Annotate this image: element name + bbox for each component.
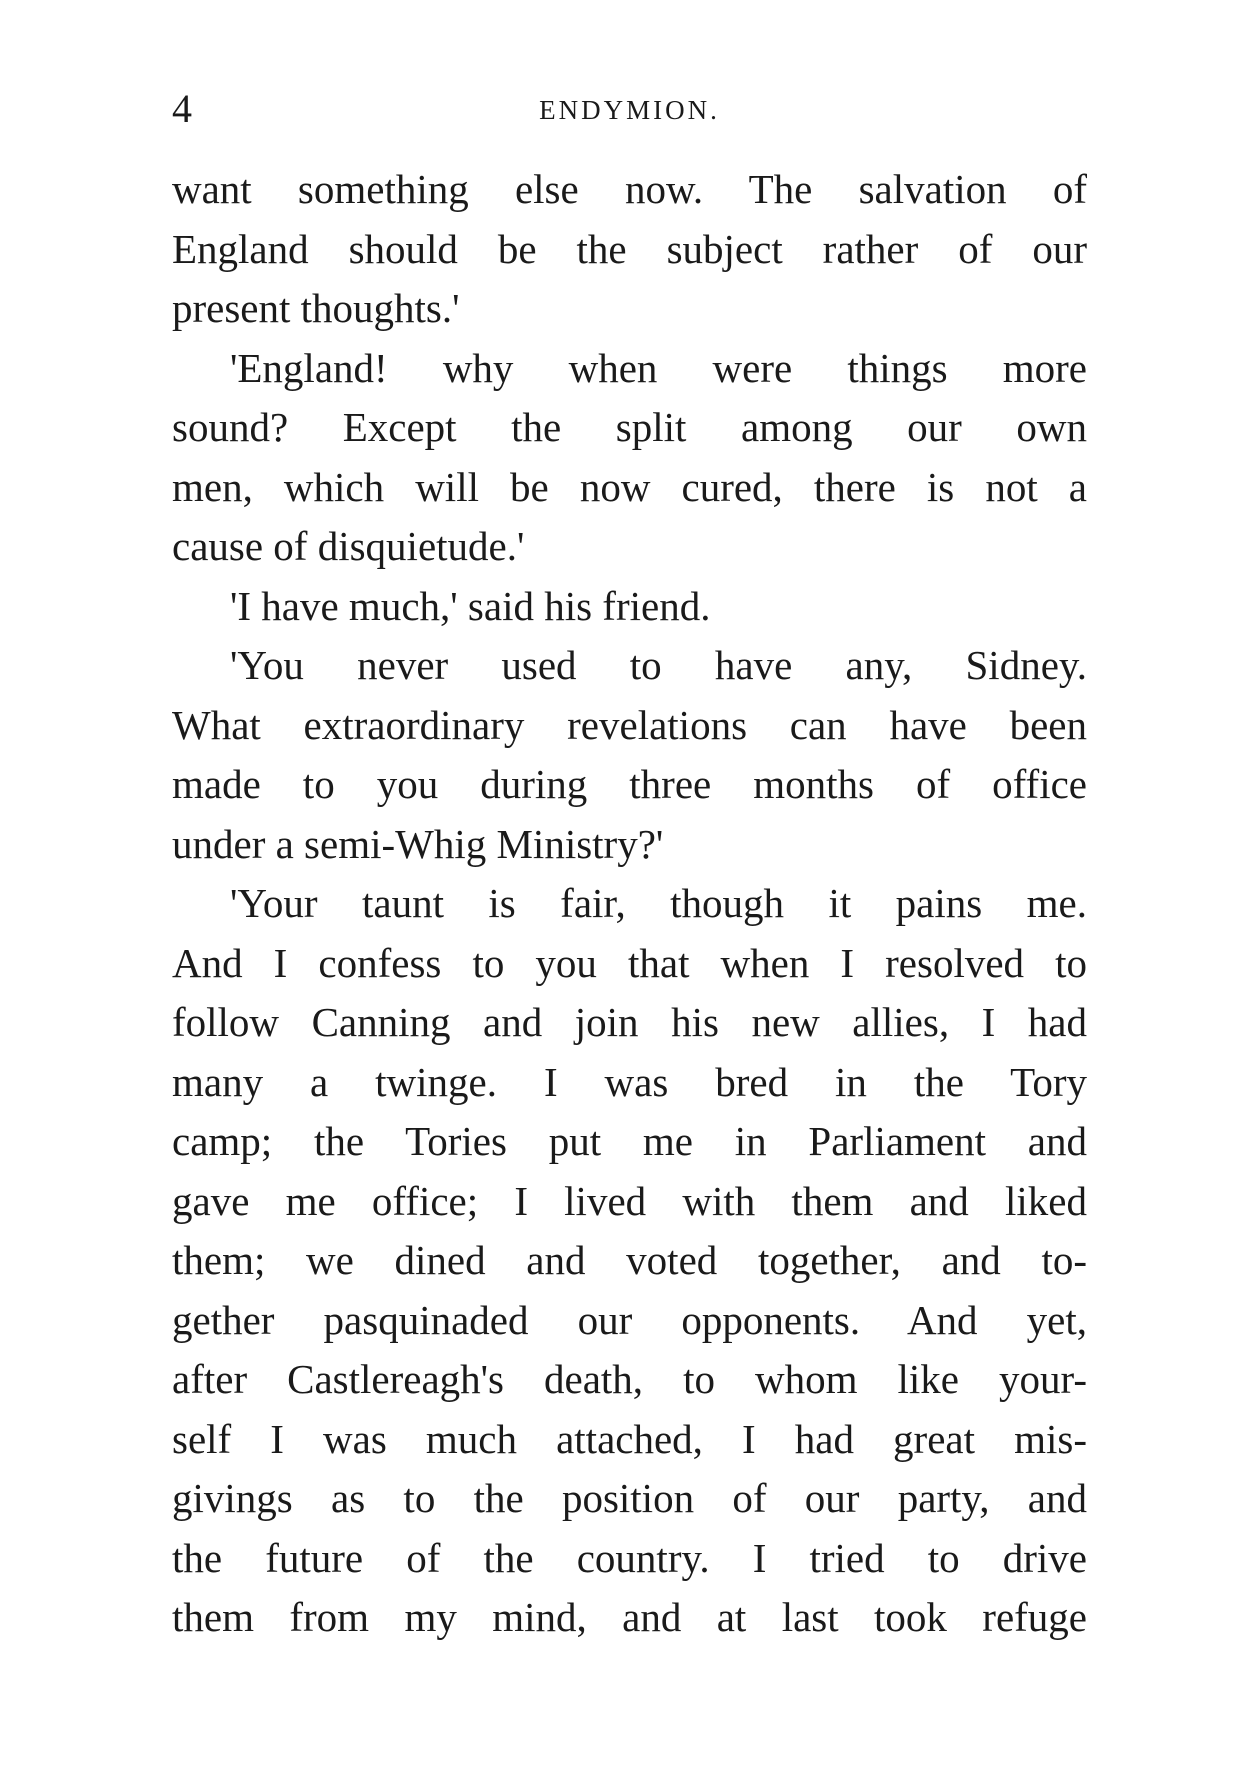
text-line: self I was much attached, I had great mis- <box>172 1415 1087 1462</box>
text-line: under a semi-Whig Ministry?' <box>172 820 664 867</box>
text-line: What extraordinary revelations can have been <box>172 701 1087 748</box>
text-line: sound? Except the split among our own <box>172 404 1087 450</box>
text-line: made to you during three months of office <box>172 761 1087 807</box>
page-header <box>172 84 1087 134</box>
text-line: 'England! why when were things more <box>230 344 1087 391</box>
text-line: after Castlereagh's death, to whom like your- <box>172 1356 1087 1402</box>
text-line: cause of disquietude.' <box>172 523 525 569</box>
text-line: England should be the subject rather of our <box>172 225 1087 272</box>
text-line: follow Canning and join his new allies, I had <box>172 999 1087 1045</box>
body-text <box>172 160 1087 1648</box>
text-line: 'Your taunt is fair, though it pains me. <box>230 880 1087 926</box>
page-number: 4 <box>172 86 192 131</box>
text-line: 'I have much,' said his friend. <box>230 582 711 629</box>
text-line: want something else now. The salvation of <box>172 166 1087 212</box>
text-line: them from my mind, and at last took refuge <box>172 1594 1087 1640</box>
text-line: And I confess to you that when I resolved to <box>172 939 1087 986</box>
text-line: men, which will be now cured, there is not a <box>172 463 1087 510</box>
text-line: present thoughts.' <box>172 285 460 331</box>
text-line: gave me office; I lived with them and liked <box>172 1177 1087 1224</box>
text-line: the future of the country. I tried to drive <box>172 1534 1087 1581</box>
text-line: them; we dined and voted together, and to- <box>172 1237 1087 1283</box>
text-line: 'You never used to have any, Sidney. <box>230 642 1087 688</box>
running-head: ENDYMION. <box>539 95 720 125</box>
text-line: camp; the Tories put me in Parliament and <box>172 1118 1087 1164</box>
text-line: many a twinge. I was bred in the Tory <box>172 1058 1087 1105</box>
text-line: gether pasquinaded our opponents. And yet, <box>172 1296 1087 1343</box>
text-line: givings as to the position of our party, and <box>172 1475 1087 1521</box>
